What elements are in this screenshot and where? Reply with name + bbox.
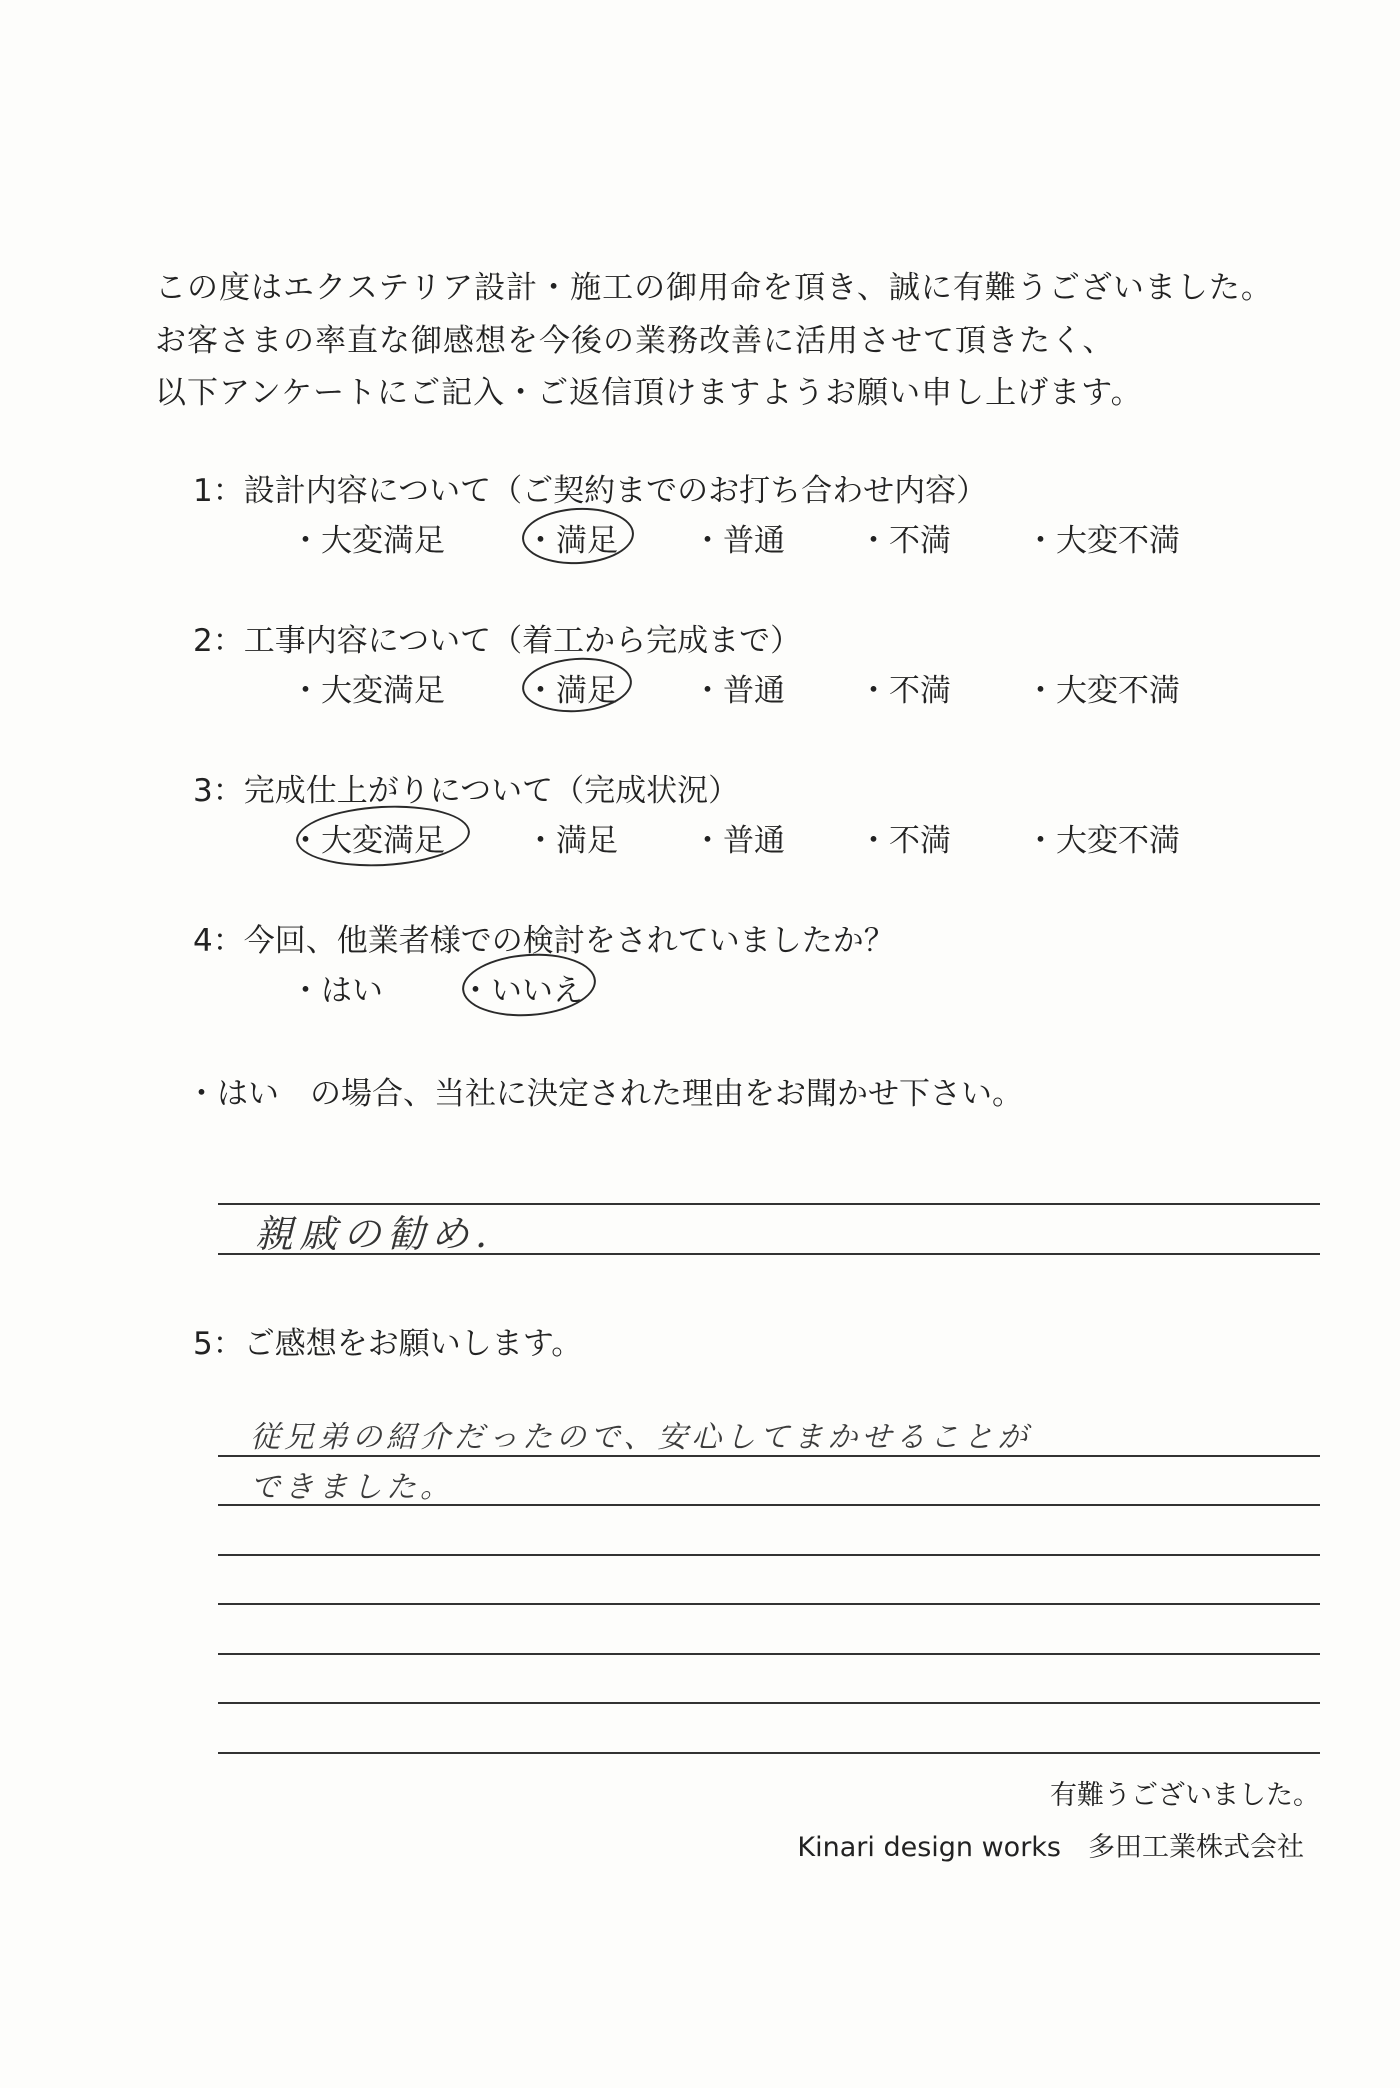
q2-option-very-satisfied[interactable]: ・大変満足 [290, 673, 445, 709]
reason-handwritten-answer: 親戚の勧め. [255, 1212, 494, 1256]
impressions-line-2 [218, 1504, 1320, 1506]
q2-option-very-dissatisfied[interactable]: ・大変不満 [1025, 673, 1180, 709]
footer-thanks: 有難うございました。 [1050, 1780, 1320, 1811]
reason-prompt: ・はい の場合、当社に決定された理由をお聞かせ下さい。 [186, 1076, 1023, 1112]
q2-option-normal[interactable]: ・普通 [692, 673, 785, 709]
q1-option-normal[interactable]: ・普通 [692, 523, 785, 559]
impressions-handwritten-line-1: 従兄弟の紹介だったので、安心してまかせることが [250, 1420, 1032, 1455]
q2-option-dissatisfied[interactable]: ・不満 [858, 673, 951, 709]
footer-company: Kinari design works 多田工業株式会社 [797, 1832, 1304, 1863]
q3-option-very-satisfied[interactable]: ・大変満足 [290, 823, 445, 859]
impressions-line-3 [218, 1554, 1320, 1556]
impressions-line-4 [218, 1603, 1320, 1605]
question-1-label: 1：設計内容について（ご契約までのお打ち合わせ内容） [193, 473, 988, 509]
question-4-label: 4：今回、他業者様での検討をされていましたか？ [193, 923, 895, 959]
intro-line-1: この度はエクステリア設計・施工の御用命を頂き、誠に有難うございました。 [155, 270, 1273, 306]
q1-option-dissatisfied[interactable]: ・不満 [858, 523, 951, 559]
q3-option-very-dissatisfied[interactable]: ・大変不満 [1025, 823, 1180, 859]
question-3-label: 3：完成仕上がりについて（完成状況） [193, 773, 740, 809]
intro-line-3: 以下アンケートにご記入・ご返信頂けますようお願い申し上げます。 [155, 375, 1143, 411]
q3-option-satisfied[interactable]: ・満足 [525, 823, 618, 859]
intro-line-2: お客さまの率直な御感想を今後の業務改善に活用させて頂きたく、 [155, 323, 1115, 359]
question-2-label: 2：工事内容について（着工から完成まで） [193, 623, 802, 659]
q3-selection-circle [295, 801, 472, 870]
q4-option-no[interactable]: ・いいえ [460, 973, 584, 1009]
q1-option-very-satisfied[interactable]: ・大変満足 [290, 523, 445, 559]
impressions-handwritten-line-2: できました。 [250, 1470, 454, 1505]
impressions-line-7 [218, 1752, 1320, 1754]
impressions-line-5 [218, 1653, 1320, 1655]
q3-option-dissatisfied[interactable]: ・不満 [858, 823, 951, 859]
question-5-label: 5：ご感想をお願いします。 [193, 1326, 583, 1362]
impressions-line-6 [218, 1702, 1320, 1704]
q1-option-very-dissatisfied[interactable]: ・大変不満 [1025, 523, 1180, 559]
q2-option-satisfied[interactable]: ・満足 [525, 673, 618, 709]
impressions-line-1 [218, 1455, 1320, 1457]
q3-option-normal[interactable]: ・普通 [692, 823, 785, 859]
reason-line-1 [218, 1203, 1320, 1205]
q4-option-yes[interactable]: ・はい [290, 973, 383, 1009]
q1-option-satisfied[interactable]: ・満足 [525, 523, 618, 559]
reason-line-2 [218, 1253, 1320, 1255]
